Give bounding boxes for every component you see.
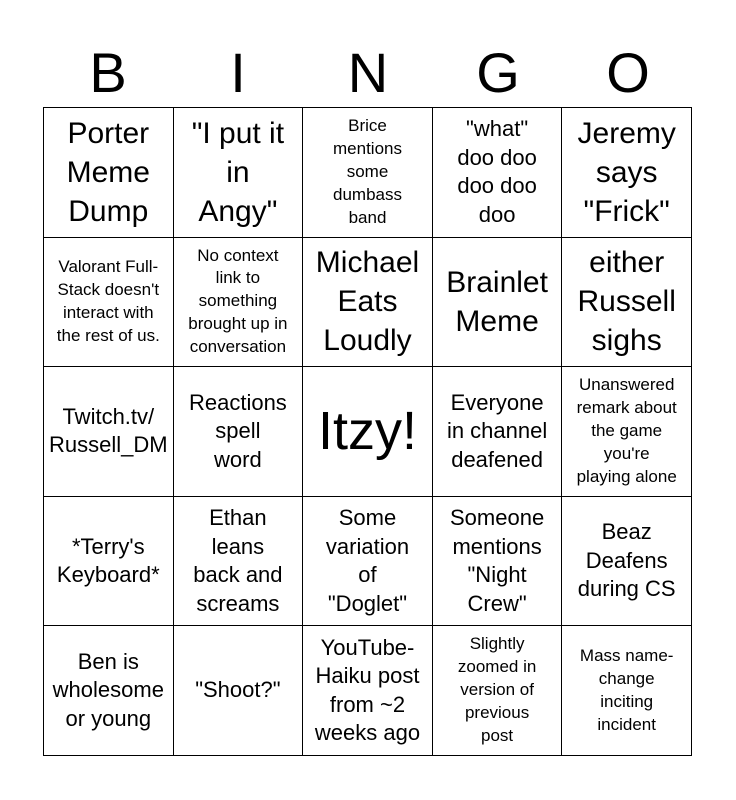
header-letter-o: O	[606, 41, 650, 104]
bingo-cell[interactable]: Michael Eats Loudly	[303, 238, 433, 368]
bingo-cell[interactable]: "Shoot?"	[174, 626, 304, 756]
bingo-cell[interactable]: Valorant Full- Stack doesn't interact with the rest of us.	[44, 238, 174, 368]
bingo-cell[interactable]: *Terry's Keyboard*	[44, 497, 174, 627]
bingo-board	[43, 107, 692, 756]
bingo-cell[interactable]: Ethan leans back and screams	[174, 497, 304, 627]
bingo-cell[interactable]: Some variation of "Doglet"	[303, 497, 433, 627]
bingo-cell[interactable]: Unanswered remark about the game you're playing alone	[562, 367, 692, 497]
bingo-cell[interactable]: Beaz Deafens during CS	[562, 497, 692, 627]
bingo-cell[interactable]: Brainlet Meme	[433, 238, 563, 368]
bingo-cell[interactable]: Ben is wholesome or young	[44, 626, 174, 756]
bingo-cell[interactable]: Twitch.tv/ Russell_DM	[44, 367, 174, 497]
bingo-cell[interactable]: YouTube- Haiku post from ~2 weeks ago	[303, 626, 433, 756]
bingo-cell[interactable]: Everyone in channel deafened	[433, 367, 563, 497]
bingo-cell[interactable]: Mass name- change inciting incident	[562, 626, 692, 756]
bingo-header	[43, 40, 693, 106]
bingo-cell[interactable]: Brice mentions some dumbass band	[303, 108, 433, 238]
bingo-cell[interactable]: No context link to something brought up in conversation	[174, 238, 304, 368]
bingo-cell[interactable]: "what" doo doo doo doo doo	[433, 108, 563, 238]
header-letter-i: I	[230, 41, 246, 104]
bingo-cell[interactable]: "I put it in Angy"	[174, 108, 304, 238]
header-letter-b: B	[89, 41, 127, 104]
bingo-cell[interactable]: Porter Meme Dump	[44, 108, 174, 238]
bingo-cell[interactable]: Jeremy says "Frick"	[562, 108, 692, 238]
header-letter-n: N	[347, 41, 389, 104]
bingo-free-cell[interactable]: Itzy!	[303, 367, 433, 497]
bingo-cell[interactable]: Reactions spell word	[174, 367, 304, 497]
bingo-cell[interactable]: either Russell sighs	[562, 238, 692, 368]
header-letter-g: G	[476, 41, 520, 104]
bingo-cell[interactable]: Slightly zoomed in version of previous post	[433, 626, 563, 756]
bingo-cell[interactable]: Someone mentions "Night Crew"	[433, 497, 563, 627]
